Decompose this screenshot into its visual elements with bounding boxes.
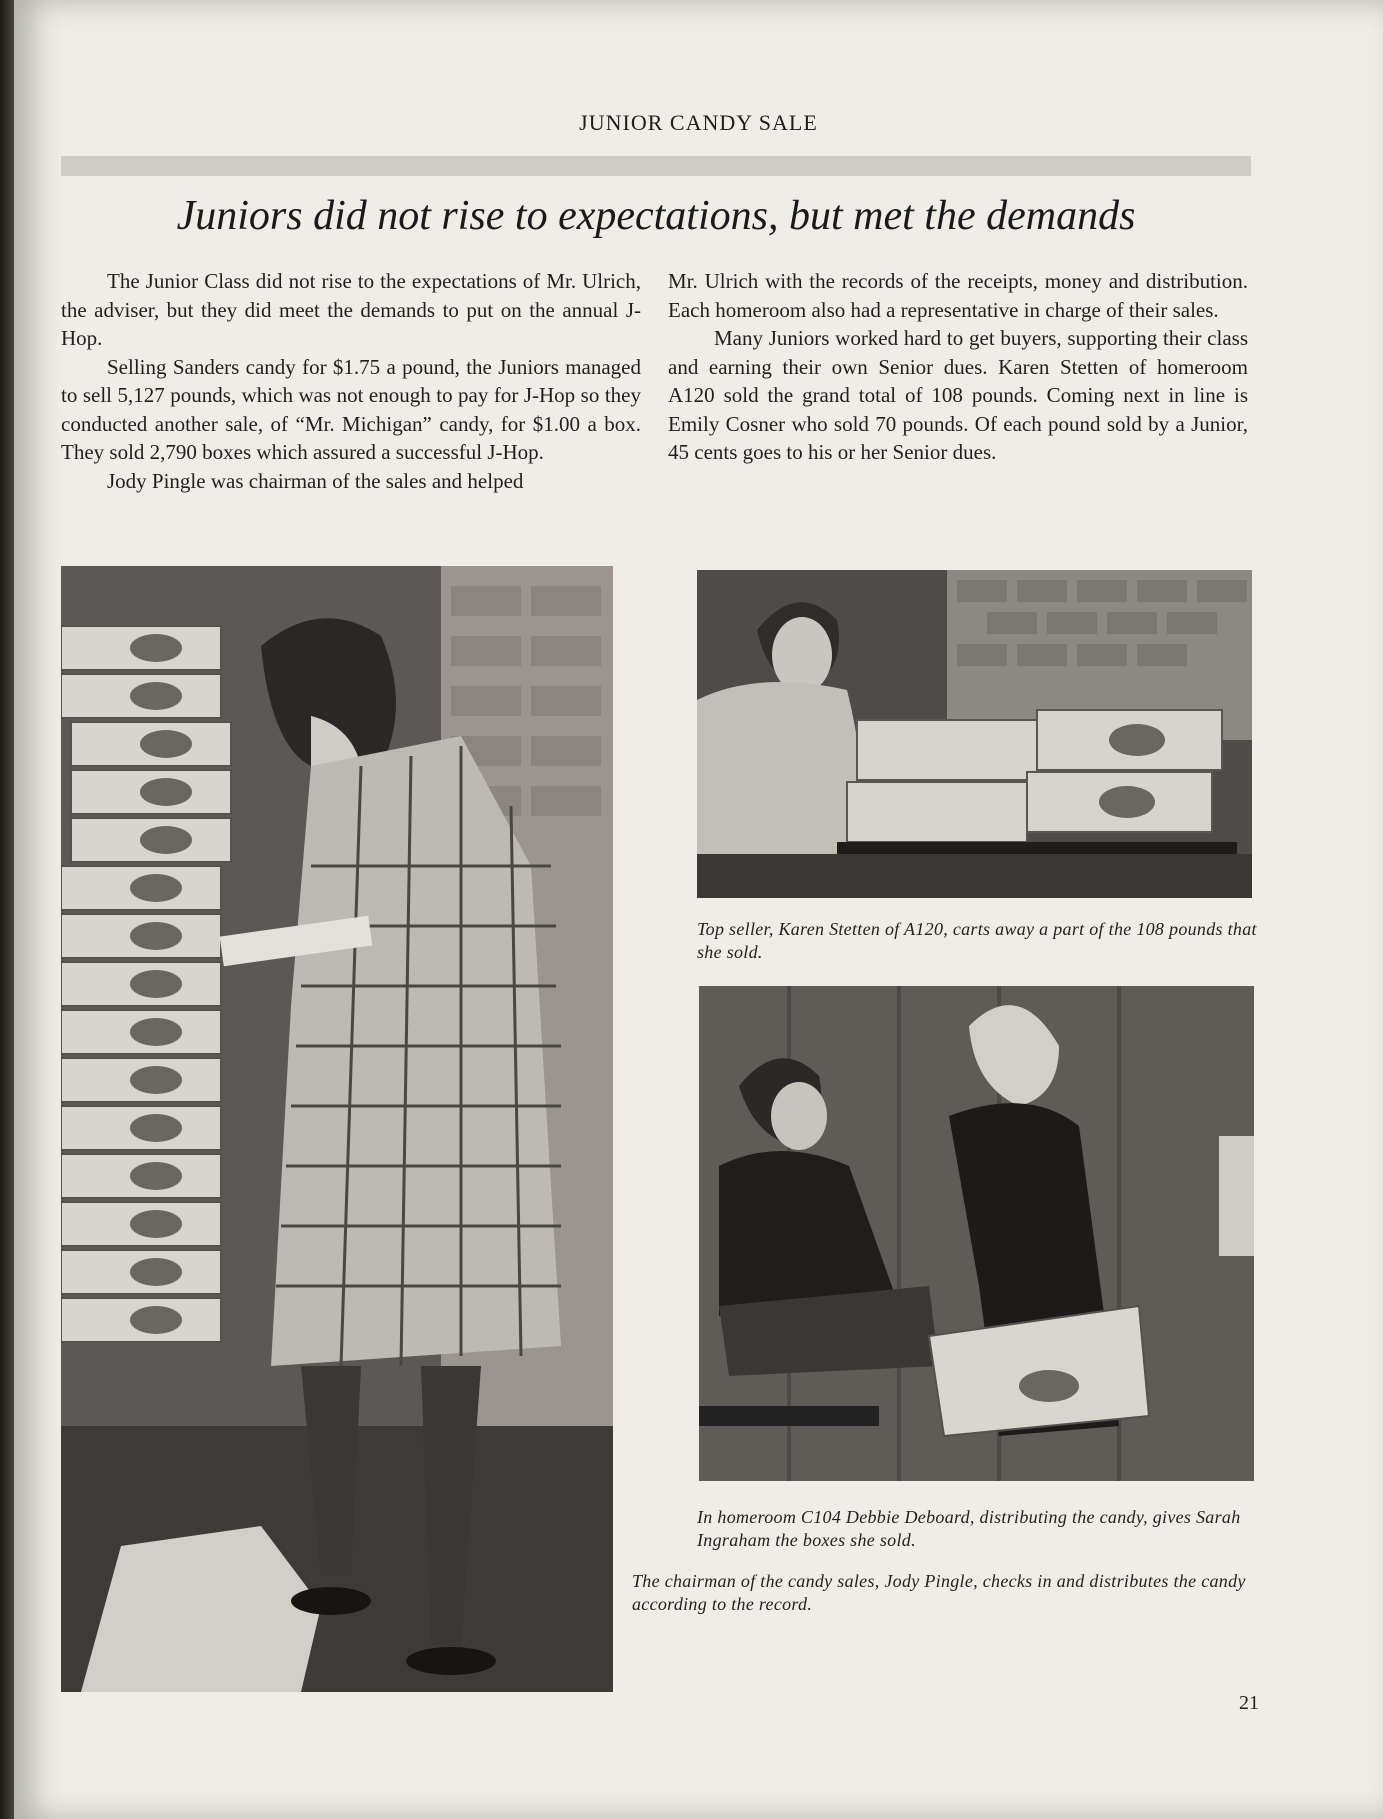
article-column-left — [61, 267, 641, 495]
caption-chairman: The chairman of the candy sales, Jody Pingle, checks in and distributes the candy according to the record. — [632, 1571, 1246, 1614]
paragraph: Many Juniors worked hard to get buyers, supporting their class and earning their own Senior dues. Karen Stetten of homeroom A120 sold the grand total of 108 pounds. Coming next in line is Emily Cosner who sold 70 pounds. Of each pound sold by a Junior, 45 cents goes to his or her Senior dues. — [668, 326, 1248, 464]
header-rule — [61, 156, 1251, 176]
paragraph: The Junior Class did not rise to the expectations of Mr. Ulrich, the adviser, but they did meet the demands to put on the annual J-Hop. — [61, 269, 641, 350]
caption-top-seller: Top seller, Karen Stetten of A120, carts away a part of the 108 pounds that she sold. — [697, 919, 1257, 962]
paragraph: Selling Sanders candy for $1.75 a pound, the Juniors managed to sell 5,127 pounds, which was not enough to pay for J-Hop so they conducted another sale, of “Mr. Michigan” candy, for $1.00 a box. They sold 2,790 boxes which assured a successful J-Hop. — [61, 354, 641, 464]
photo-top-seller — [697, 570, 1252, 898]
article-title: Juniors did not rise to expectations, but met the demands — [176, 193, 1136, 239]
page-number: 21 — [1239, 1692, 1259, 1714]
paragraph: Jody Pingle was chairman of the sales and helped — [107, 468, 524, 493]
caption-homeroom: In homeroom C104 Debbie Deboard, distributing the candy, gives Sarah Ingraham the boxes she sold. — [697, 1507, 1241, 1550]
photo-chairman-checking-candy — [61, 566, 613, 1692]
section-header: JUNIOR CANDY SALE — [579, 110, 818, 135]
yearbook-page — [14, 0, 1383, 1819]
article-column-right — [668, 267, 1248, 467]
book-spine — [0, 0, 14, 1819]
paragraph: Mr. Ulrich with the records of the receipts, money and distribution. Each homeroom also had a representative in charge of their sales. — [668, 269, 1248, 322]
photo-homeroom-distribution — [699, 986, 1254, 1481]
